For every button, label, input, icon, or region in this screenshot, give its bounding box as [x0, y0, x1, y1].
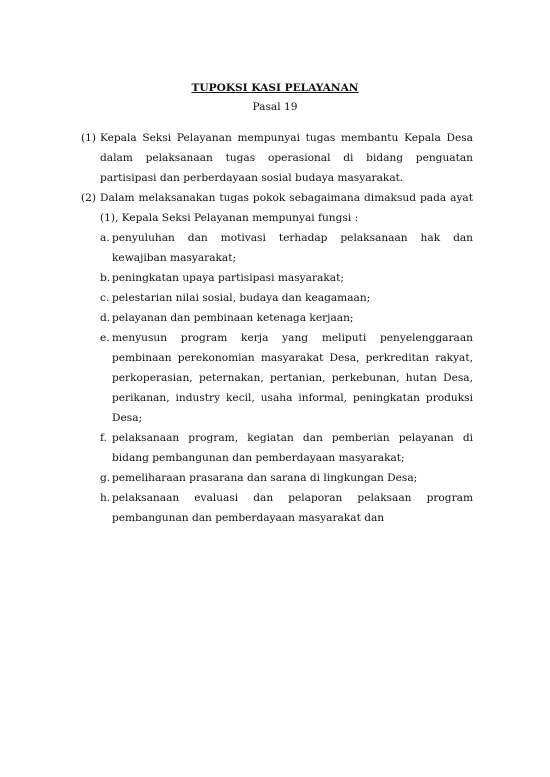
list-item	[100, 268, 473, 288]
list-item-letter: b.	[100, 272, 111, 284]
list-item-letter: c.	[100, 292, 110, 304]
list-item-letter: e.	[100, 332, 110, 344]
document-title: TUPOKSI KASI PELAYANAN	[191, 82, 359, 94]
list-item	[100, 288, 473, 308]
list-item	[100, 328, 473, 428]
list-item-letter: a.	[100, 232, 110, 244]
list-item	[100, 428, 473, 468]
list-item-letter: f.	[100, 432, 107, 444]
list-item-text: pelestarian nilai sosial, budaya dan keagamaan;	[112, 292, 371, 304]
list-item	[100, 228, 473, 268]
list-item-text: menyusun program kerja yang meliputi penyelenggaraan pembinaan perekonomian masyarakat Desa, perkreditan rakyat, perkoperasian, peternakan, pertanian, perkebunan, hutan Desa, perikanan, industry kecil, usaha informal, peningkatan produksi Desa;	[112, 332, 473, 424]
list-item-text: penyuluhan dan motivasi terhadap pelaksanaan hak dan kewajiban masyarakat;	[112, 232, 473, 264]
list-item-text: pemeliharaan prasarana dan sarana di lingkungan Desa;	[112, 472, 418, 484]
paragraph-1	[81, 128, 473, 188]
document-body	[81, 128, 473, 528]
list-item-text: peningkatan upaya partisipasi masyarakat;	[112, 272, 344, 284]
list-item-letter: d.	[100, 312, 111, 324]
paragraph-number: (1)	[81, 132, 97, 144]
list-item-text: pelaksanaan program, kegiatan dan pemberian pelayanan di bidang pembangunan dan pemberdayaan masyarakat;	[112, 432, 473, 464]
paragraph-2	[81, 188, 473, 228]
list-item-letter: g.	[100, 472, 111, 484]
paragraph-number: (2)	[81, 192, 97, 204]
article-heading: Pasal 19	[252, 101, 298, 113]
paragraph-text: Kepala Seksi Pelayanan mempunyai tugas membantu Kepala Desa dalam pelaksanaan tugas operasional di bidang penguatan partisipasi dan perberdayaan sosial budaya masyarakat.	[100, 132, 473, 184]
list-item-text: pelayanan dan pembinaan ketenaga kerjaan;	[112, 312, 354, 324]
list-item	[100, 488, 473, 528]
list-item	[100, 308, 473, 328]
list-item-text: pelaksanaan evaluasi dan pelaporan pelaksaan program pembangunan dan pemberdayaan masyarakat dan	[112, 492, 473, 524]
paragraph-text: Dalam melaksanakan tugas pokok sebagaimana dimaksud pada ayat (1), Kepala Seksi Pelayanan mempunyai fungsi :	[100, 192, 473, 224]
list-item	[100, 468, 473, 488]
list-item-letter: h.	[100, 492, 111, 504]
function-list	[100, 228, 473, 528]
